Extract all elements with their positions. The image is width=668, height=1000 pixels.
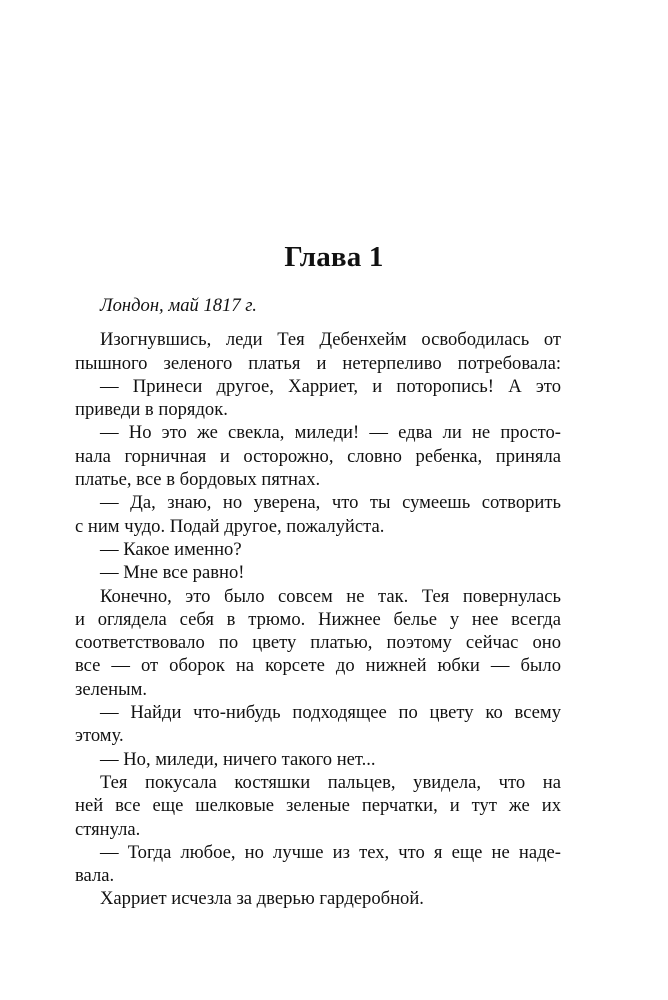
text-line: — Тогда любое, но лучше из тех, что я еще не наде-: [100, 841, 561, 863]
chapter-title: Глава 1: [284, 241, 384, 273]
text-line: Тея покусала костяшки пальцев, увидела, что на: [100, 771, 561, 793]
spacer: [75, 317, 561, 328]
text-line: соответствовало по цвету платью, поэтому сейчас оно: [75, 632, 561, 654]
text-line: — Какое именно?: [100, 538, 242, 560]
dateline: Лондон, май 1817 г.: [100, 295, 257, 316]
text-line: платье, все в бордовых пятнах.: [75, 469, 321, 491]
text-line: этому.: [75, 725, 124, 747]
text-line: — Принеси другое, Харриет, и поторопись! А это: [100, 375, 561, 397]
text-line: и оглядела себя в трюмо. Нижнее белье у нее всегда: [75, 608, 561, 630]
text-line: стянула.: [75, 818, 141, 840]
text-line: — Да, знаю, но уверена, что ты сумеешь сотворить: [100, 492, 561, 514]
text-line: зеленым.: [75, 678, 147, 700]
chapter-body: [75, 294, 561, 911]
text-line: Конечно, это было совсем не так. Тея повернулась: [100, 585, 561, 607]
text-line: — Мне все равно!: [100, 562, 245, 584]
text-line: все — от оборок на корсете до нижней юбки — было: [75, 655, 561, 677]
text-line: нала горничная и осторожно, словно ребенка, приняла: [75, 445, 561, 467]
text-line: пышного зеленого платья и нетерпеливо потребовала:: [75, 352, 561, 374]
text-line: вала.: [75, 865, 115, 887]
text-line: приведи в порядок.: [75, 399, 228, 421]
text-line: Харриет исчезла за дверью гардеробной.: [100, 888, 424, 910]
text-line: — Но, миледи, ничего такого нет...: [100, 748, 376, 770]
text-line: — Найди что-нибудь подходящее по цвету ко всему: [100, 702, 561, 724]
text-line: с ним чудо. Подай другое, пожалуйста.: [75, 515, 385, 537]
text-line: ней все еще шелковые зеленые перчатки, и тут же их: [75, 795, 561, 817]
text-line: Изогнувшись, леди Тея Дебенхейм освободилась от: [100, 329, 561, 351]
text-line: — Но это же свекла, миледи! — едва ли не просто-: [100, 422, 561, 444]
